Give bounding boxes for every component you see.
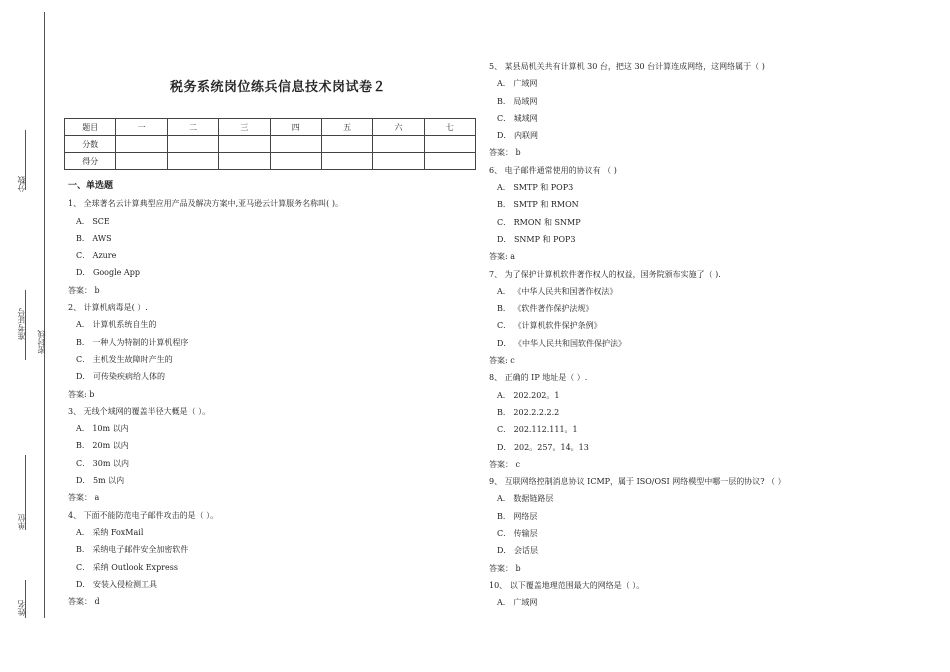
answer-option: A． 10m 以内 xyxy=(76,424,129,434)
left-column xyxy=(68,178,343,610)
answer-option: B． 网络层 xyxy=(497,511,538,521)
table-cell xyxy=(424,136,475,153)
answer-option: D． 可传染疾病给人体的 xyxy=(76,372,165,382)
left-question-list xyxy=(68,195,343,610)
answer-option: C． 主机发生故障时产生的 xyxy=(76,354,173,364)
answer-option: B． 20m 以内 xyxy=(76,441,129,451)
answer-option: C． 30m 以内 xyxy=(76,458,129,468)
table-cell: 五 xyxy=(321,119,372,136)
table-cell xyxy=(373,136,424,153)
answer-option: D． 安装入侵检测工具 xyxy=(76,579,157,589)
answer-option: D． SNMP 和 POP3 xyxy=(497,234,576,244)
answer-key: 答案: a xyxy=(489,252,516,262)
answer-option: D． 会话层 xyxy=(497,546,538,556)
side-label-unit: 单位 xyxy=(17,514,26,530)
answer-option: B． 《软件著作保护法规》 xyxy=(497,304,594,314)
answer-key: 答案： c xyxy=(489,459,521,469)
table-cell: 三 xyxy=(219,119,270,136)
question-text: 2、 计算机病毒是( ）. xyxy=(68,303,148,313)
answer-option: D． 202。257。14。13 xyxy=(497,442,589,452)
table-cell xyxy=(424,153,475,170)
table-cell: 得分 xyxy=(65,153,116,170)
table-cell: 二 xyxy=(167,119,218,136)
answer-key: 答案: c xyxy=(489,356,515,366)
right-question-list xyxy=(489,58,786,612)
answer-key: 答案: b xyxy=(68,389,95,399)
answer-option: B． 采纳电子邮件安全加密软件 xyxy=(76,545,189,555)
right-column xyxy=(489,58,786,612)
answer-option: A． 202.202。1 xyxy=(497,390,560,400)
table-cell xyxy=(167,136,218,153)
answer-option: C． 传输层 xyxy=(497,529,538,539)
question-text: 4、 下面不能防范电子邮件攻击的是（ ）。 xyxy=(68,510,219,520)
answer-option: A． 《中华人民共和国著作权法》 xyxy=(497,286,618,296)
answer-option: B． 一种人为特制的计算机程序 xyxy=(76,337,189,347)
answer-option: B． AWS xyxy=(76,233,112,243)
question-text: 10、 以下覆盖地理范围最大的网络是（ ）。 xyxy=(489,580,645,590)
answer-option: B． SMTP 和 RMON xyxy=(497,200,579,210)
table-cell xyxy=(321,136,372,153)
answer-option: B． 局域网 xyxy=(497,96,538,106)
section-heading: 一、单选题 xyxy=(68,181,114,191)
table-cell: 六 xyxy=(373,119,424,136)
question-text: 3、 无线个域网的覆盖半径大概是（ ）。 xyxy=(68,406,211,416)
answer-option: C． Azure xyxy=(76,251,117,261)
answer-option: D． 内联网 xyxy=(497,131,538,141)
answer-key: 答案： a xyxy=(68,493,100,503)
answer-key: 答案： b xyxy=(489,563,521,573)
answer-option: A． 计算机系统自生的 xyxy=(76,320,157,330)
answer-option: C． 采纳 Outlook Express xyxy=(76,562,178,572)
answer-option: A． 采纳 FoxMail xyxy=(76,527,144,537)
answer-option: C． 202.112.111。1 xyxy=(497,425,578,435)
answer-key: 答案： b xyxy=(68,285,100,295)
question-text: 5、 某县局机关共有计算机 30 台，把这 30 台计算连成网络，这网络属于（ ) xyxy=(489,62,765,71)
table-row xyxy=(65,153,476,170)
table-cell xyxy=(270,153,321,170)
table-cell: 七 xyxy=(424,119,475,136)
table-cell: 题目 xyxy=(65,119,116,136)
answer-option: D． 5m 以内 xyxy=(76,476,125,486)
table-cell: 四 xyxy=(270,119,321,136)
answer-option: A． SCE xyxy=(76,216,110,226)
table-cell: 一 xyxy=(116,119,167,136)
table-cell xyxy=(116,136,167,153)
side-label-name: 姓名 xyxy=(17,600,26,616)
answer-option: C． 《计算机软件保护条例》 xyxy=(497,321,602,331)
table-cell xyxy=(219,136,270,153)
score-table xyxy=(64,118,476,170)
binding-line xyxy=(44,12,45,618)
table-header-row xyxy=(65,119,476,136)
table-cell xyxy=(321,153,372,170)
answer-option: A． SMTP 和 POP3 xyxy=(497,183,574,193)
table-cell xyxy=(270,136,321,153)
side-label-score: 分数 xyxy=(17,176,26,192)
answer-option: C． RMON 和 SNMP xyxy=(497,217,581,227)
answer-option: D． Google App xyxy=(76,268,140,278)
table-cell xyxy=(116,153,167,170)
answer-option: A． 数据链路层 xyxy=(497,494,554,504)
question-text: 9、 互联网络控制消息协议 ICMP，属于 ISO/OSI 网络模型中哪一层的协议? （ ） xyxy=(489,477,786,487)
answer-key: 答案： b xyxy=(489,148,521,158)
table-cell xyxy=(219,153,270,170)
page-title: 税务系统岗位练兵信息技术岗试卷２ xyxy=(170,80,387,95)
answer-option: A． 广域网 xyxy=(497,598,538,608)
table-row xyxy=(65,136,476,153)
answer-option: C． 城域网 xyxy=(497,113,538,123)
question-text: 1、 全球著名云计算典型应用产品及解决方案中,亚马逊云计算服务名称叫( )。 xyxy=(68,199,343,209)
question-text: 7、 为了保护计算机软件著作权人的权益，国务院颁布实施了（ ). xyxy=(489,269,721,279)
answer-key: 答案： d xyxy=(68,597,100,607)
question-text: 6、 电子邮件通常使用的协议有 （ ) xyxy=(489,165,617,175)
table-cell xyxy=(373,153,424,170)
answer-option: B． 202.2.2.2.2 xyxy=(497,407,560,417)
question-text: 8、 正确的 IP 地址是（ ）. xyxy=(489,373,588,383)
side-label-seal: 密封线 xyxy=(37,330,46,354)
side-label-ticket: 准考证号 xyxy=(17,308,26,340)
answer-option: D． 《中华人民共和国软件保护法》 xyxy=(497,338,626,348)
table-cell: 分数 xyxy=(65,136,116,153)
table-cell xyxy=(167,153,218,170)
answer-option: A． 广域网 xyxy=(497,79,538,89)
